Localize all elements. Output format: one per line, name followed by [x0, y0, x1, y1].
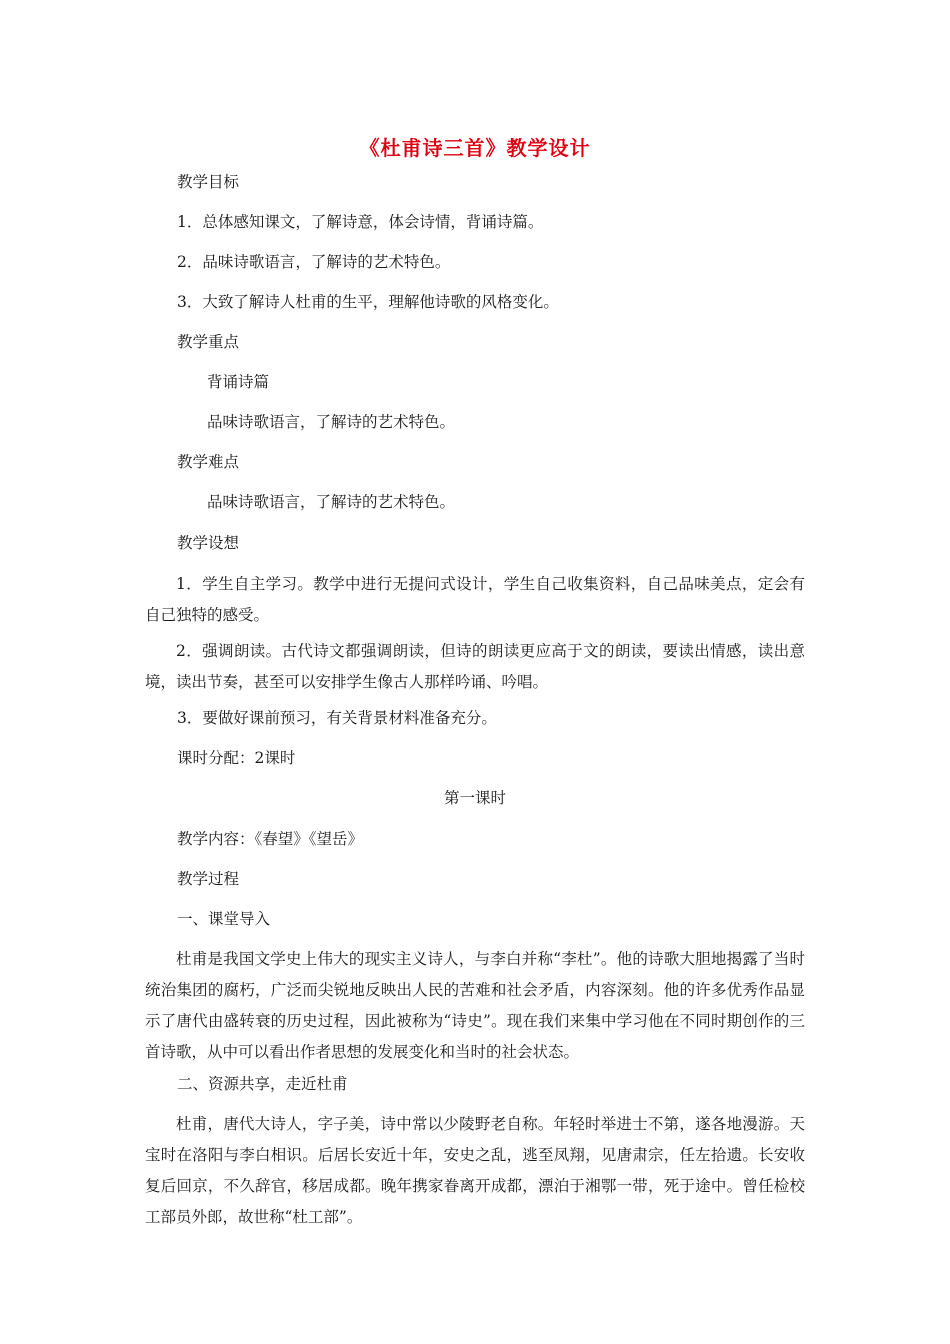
document-title: 《杜甫诗三首》教学设计: [359, 136, 591, 160]
idea-paragraph: 1．学生自主学习。教学中进行无提问式设计，学生自己收集资料，自己品味美点，定会有自己独特的感受。: [145, 575, 805, 624]
key-point-item: 背诵诗篇: [207, 373, 270, 391]
section-heading: 一、课堂导入: [177, 910, 271, 928]
key-points-heading: 教学重点: [177, 333, 240, 351]
section-heading: 二、资源共享，走近杜甫: [177, 1075, 348, 1093]
idea-paragraph: 2．强调朗读。古代诗文都强调朗读，但诗的朗读更应高于文的朗读，要读出情感，读出意境，读出节奏，甚至可以安排学生像古人那样吟诵、吟唱。: [145, 642, 805, 691]
intro-paragraph: 杜甫是我国文学史上伟大的现实主义诗人，与李白并称“李杜”。他的诗歌大胆地揭露了当时统治集团的腐朽，广泛而尖锐地反映出人民的苦难和社会矛盾，内容深刻。他的许多优秀作品显示了唐代由盛转衰的历史过程，因此被称为“诗史”。现在我们来集中学习他在不同时期创作的三首诗歌，从中可以看出作者思想的发展变化和当时的社会状态。: [145, 950, 805, 1061]
objectives-heading: 教学目标: [177, 173, 240, 191]
difficulty-item: 品味诗歌语言，了解诗的艺术特色。: [207, 493, 456, 511]
difficulties-heading: 教学难点: [177, 453, 240, 471]
ideas-heading: 教学设想: [177, 534, 240, 552]
idea-item: 3．要做好课前预习，有关背景材料准备充分。: [177, 709, 497, 727]
lesson-heading: 第一课时: [443, 789, 506, 807]
process-heading: 教学过程: [177, 870, 240, 888]
bio-paragraph: 杜甫，唐代大诗人，字子美，诗中常以少陵野老自称。年轻时举进士不第，遂各地漫游。天宝时在洛阳与李白相识。后居长安近十年，安史之乱，逃至凤翔，见唐肃宗，任左拾遗。长安收复后回京，不久辞官，移居成都。晚年携家眷离开成都，漂泊于湘鄂一带，死于途中。曾任检校工部员外郎，故世称“杜工部”。: [145, 1115, 805, 1226]
content-text: 教学内容：《春望》《望岳》: [177, 830, 364, 848]
key-point-item: 品味诗歌语言，了解诗的艺术特色。: [207, 413, 456, 431]
objective-item: 1．总体感知课文，了解诗意，体会诗情，背诵诗篇。: [177, 213, 544, 231]
schedule-text: 课时分配：2课时: [177, 749, 296, 767]
objective-item: 2．品味诗歌语言，了解诗的艺术特色。: [177, 253, 451, 271]
objective-item: 3．大致了解诗人杜甫的生平，理解他诗歌的风格变化。: [177, 293, 559, 311]
